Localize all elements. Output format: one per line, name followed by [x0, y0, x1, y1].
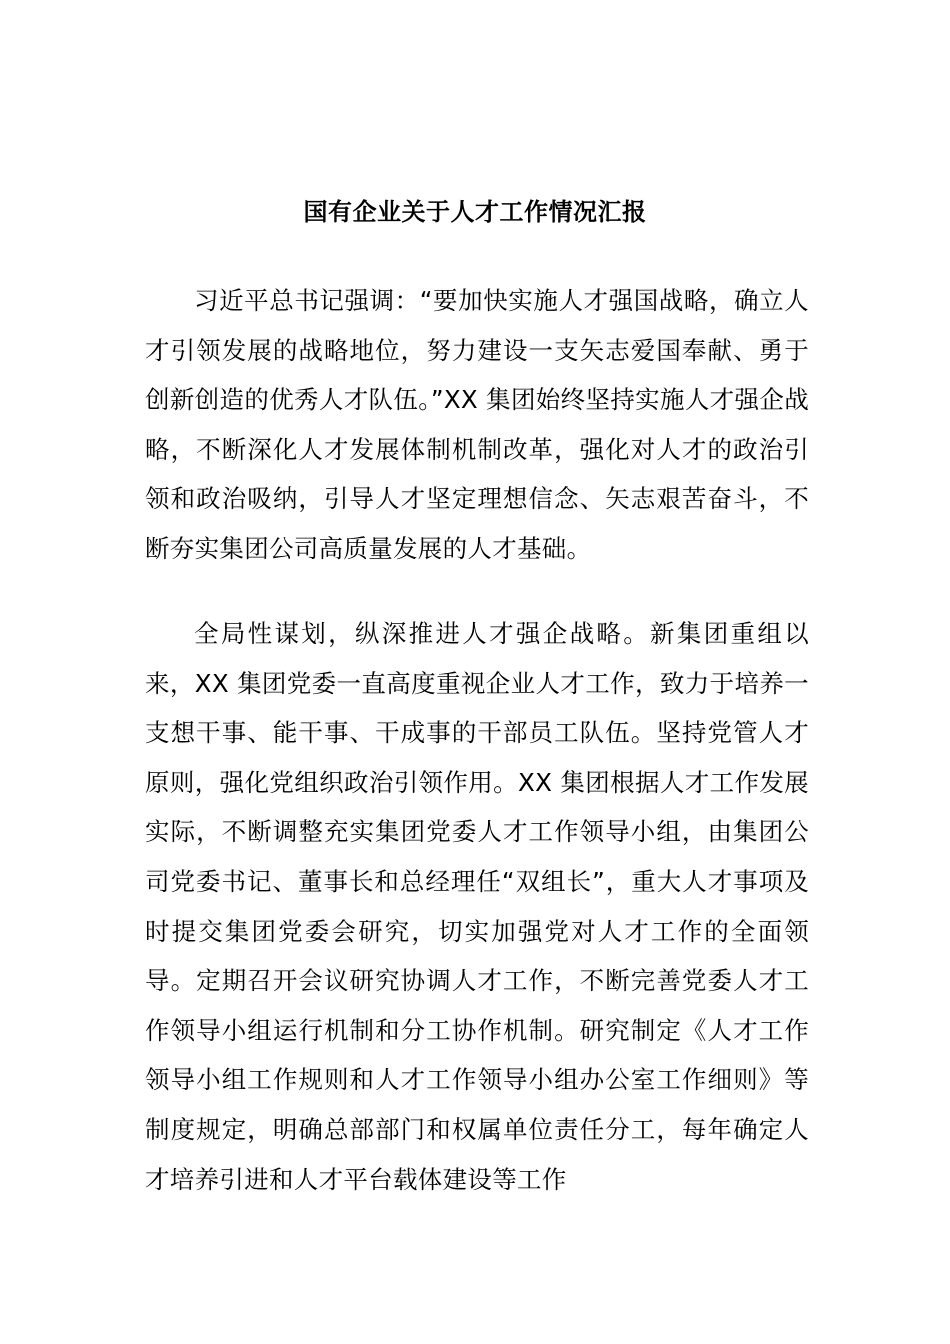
paragraph-overall-planning: 全局性谋划，纵深推进人才强企战略。新集团重组以来，XX 集团党委一直高度重视企业人才工作，致力于培养一支想干事、能干事、干成事的干部员工队伍。坚持党管人才原则，强化党组织政治引领作用。XX 集团根据人才工作发展实际，不断调整充实集团党委人才工作领导小组，由集团公司党委书记、董事长和总经理任“双组长”，重大人才事项及时提交集团党委会研究，切实加强党对人才工作的全面领导。定期召开会议研究协调人才工作，不断完善党委人才工作领导小组运行机制和分工协作机制。研究制定《人才工作领导小组工作规则和人才工作领导小组办公室工作细则》等制度规定，明确总部部门和权属单位责任分工，每年确定人才培养引进和人才平台载体建设等工作 — [145, 619, 809, 1194]
document-title: 国有企业关于人才工作情况汇报 — [303, 198, 647, 226]
paragraph-intro: 习近平总书记强调：“要加快实施人才强国战略，确立人才引领发展的战略地位，努力建设一支矢志爱国奉献、勇于创新创造的优秀人才队伍。”XX 集团始终坚持实施人才强企战略，不断深化人才发展体制机制改革，强化对人才的政治引领和政治吸纳，引导人才坚定理想信念、矢志艰苦奋斗，不断夯实集团公司高质量发展的人才基础。 — [145, 286, 809, 563]
